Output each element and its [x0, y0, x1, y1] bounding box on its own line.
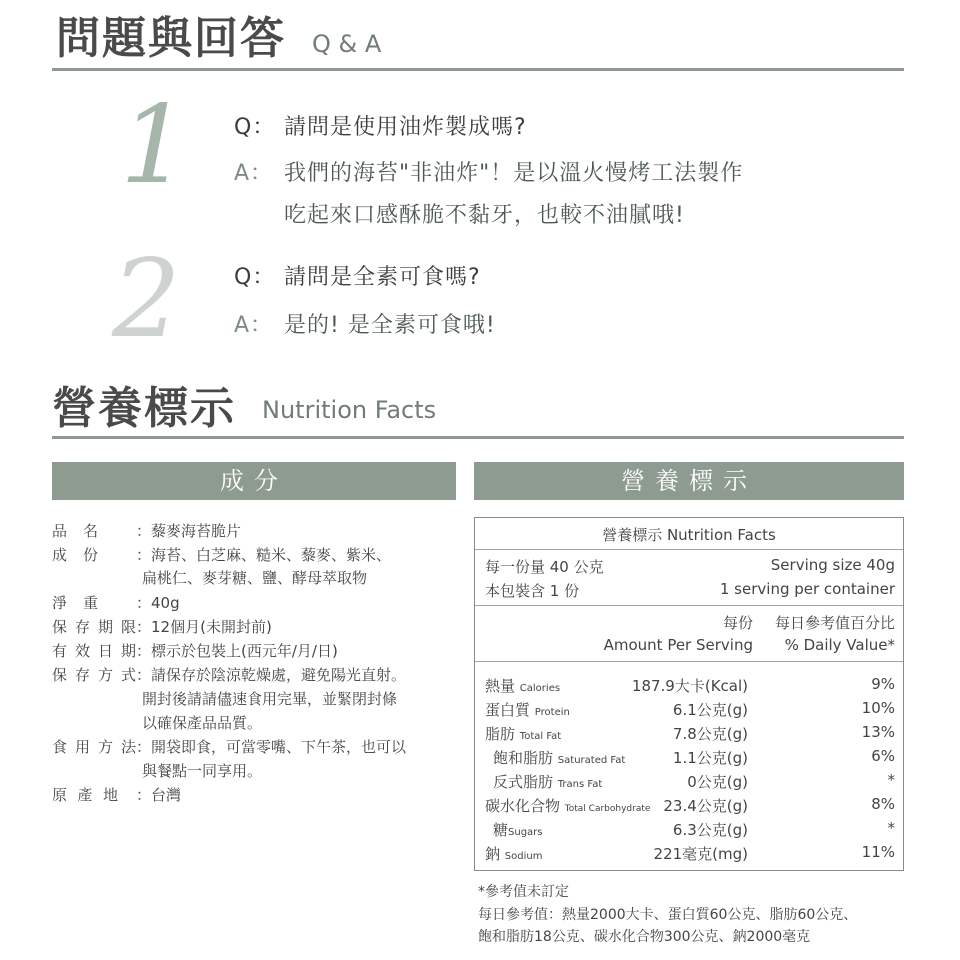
- nf-row-sugars-amount: 6.3公克(g): [672, 821, 748, 839]
- answer-2: A： 是的! 是全素可食哦!: [234, 313, 496, 338]
- question-1: Q： 請問是使用油炸製成嗎?: [234, 115, 527, 140]
- nf-per-serving-en: Amount Per Serving: [603, 636, 753, 654]
- qa-number-1: 1: [120, 83, 189, 208]
- nf-row-sodium-name: 鈉 Sodium: [485, 845, 543, 863]
- nf-per-serving-cn: 每份: [722, 614, 753, 632]
- nf-row-carb-name: 碳水化合物 Total Carbohydrate: [485, 797, 651, 815]
- answer-1-line2: 吃起來口感酥脆不黏牙，也較不油膩哦!: [284, 203, 685, 228]
- qa-divider: [52, 68, 904, 71]
- answer-1-line1: A： 我們的海苔"非油炸"！是以溫火慢烤工法製作: [234, 161, 744, 186]
- nf-row-sodium-amount: 221毫克(mg): [653, 845, 748, 863]
- nutrition-facts-table: [474, 517, 904, 871]
- nf-row-fat-amount: 7.8公克(g): [672, 725, 748, 743]
- nf-row-transfat-dv: *: [887, 771, 895, 789]
- question-2: Q： 請問是全素可食嗎?: [234, 265, 481, 290]
- ingredients-list: 品名 ：藜麥海苔脆片 成份 ：海苔、白芝麻、糙米、藜麥、紫米、 扁桃仁、麥芽糖、鹽、酵母萃取物 淨重 ：40g 保存期限 ：12個月(未開封前) 有效日期 ：標示於包裝上(西元年/月/日) 保存方式 ：請保存於陰涼乾燥處，避免陽光直射。 開封後請請儘速食用完畢，並緊閉封條 以確保產品品質。 食用方法 ：開袋即食，可當零嘴、下午茶，也可以 與餐點一同享用。 原產地 ：台灣: [52, 522, 407, 804]
- nutrition-title-en: Nutrition Facts: [262, 396, 437, 424]
- nf-serving-size-en: Serving size 40g: [770, 556, 895, 574]
- nf-footnote-line1: 每日參考值：熱量2000大卡、蛋白質60公克、脂肪60公克、: [478, 907, 858, 923]
- nf-row-satfat-amount: 1.1公克(g): [672, 749, 748, 767]
- nf-servings-en: 1 serving per container: [719, 580, 895, 598]
- nf-row-carb-dv: 8%: [871, 795, 895, 813]
- nf-daily-value-en: % Daily Value*: [784, 636, 895, 654]
- nutrition-header: 營養標示: [474, 462, 904, 500]
- nf-servings-cn: 本包裝含 1 份: [485, 582, 580, 600]
- nf-row-calories-dv: 9%: [871, 675, 895, 693]
- nf-serving-size-cn: 每一份量 40 公克: [485, 558, 604, 576]
- nf-row-fat-name: 脂肪 Total Fat: [485, 725, 562, 743]
- nf-row-sugars-name: 糖Sugars: [493, 821, 543, 839]
- qa-title: 問題與回答: [56, 13, 286, 64]
- nf-row-sugars-dv: *: [887, 819, 895, 837]
- nf-row-transfat-amount: 0公克(g): [687, 773, 748, 791]
- nf-row-satfat-name: 飽和脂肪 Saturated Fat: [493, 749, 626, 767]
- nf-row-protein-dv: 10%: [861, 699, 895, 717]
- nutrition-divider: [52, 436, 904, 439]
- nf-footnote-star: *參考值未訂定: [478, 884, 569, 900]
- nf-box-title: 營養標示 Nutrition Facts: [602, 526, 776, 544]
- qa-number-2: 2: [112, 237, 181, 362]
- nf-row-satfat-dv: 6%: [871, 747, 895, 765]
- nf-row-calories-name: 熱量 Calories: [485, 677, 561, 695]
- ingredients-header: 成分: [52, 462, 456, 500]
- nf-row-transfat-name: 反式脂肪 Trans Fat: [493, 773, 603, 791]
- nf-footnote-line2: 飽和脂肪18公克、碳水化合物300公克、鈉2000毫克: [478, 929, 811, 945]
- nf-row-carb-amount: 23.4公克(g): [663, 797, 748, 815]
- nf-row-fat-dv: 13%: [861, 723, 895, 741]
- nf-row-protein-name: 蛋白質 Protein: [485, 701, 570, 719]
- nf-daily-value-cn: 每日參考值百分比: [774, 614, 895, 632]
- qa-title-en: Q & A: [312, 30, 382, 58]
- nutrition-title: 營養標示: [52, 383, 236, 434]
- nf-row-calories-amount: 187.9大卡(Kcal): [631, 677, 748, 695]
- nf-row-sodium-dv: 11%: [861, 843, 895, 861]
- nf-row-protein-amount: 6.1公克(g): [672, 701, 748, 719]
